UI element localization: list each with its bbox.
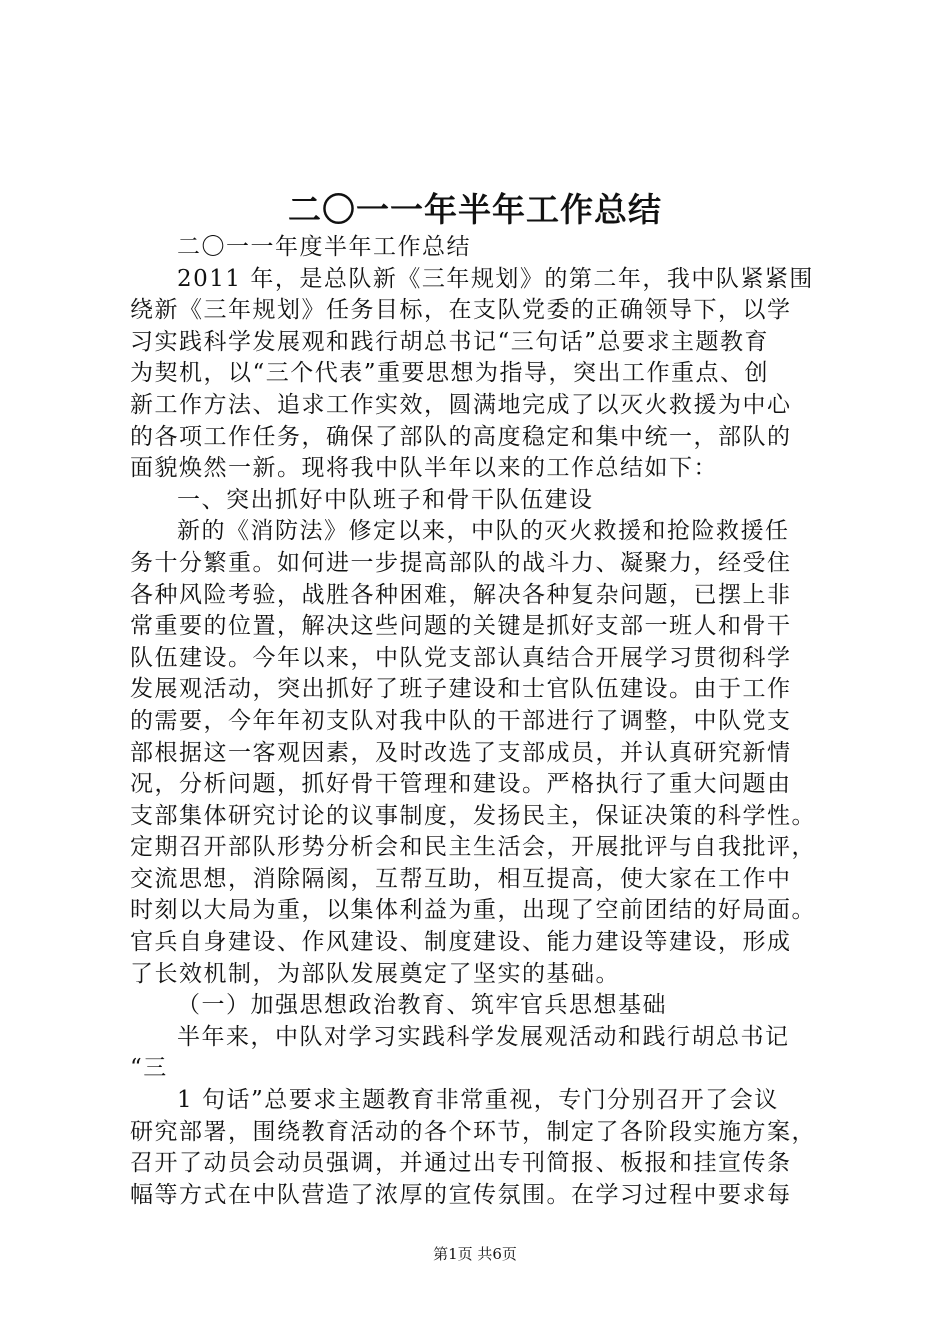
text-line: 研究部署，围绕教育活动的各个环节，制定了各阶段实施方案， <box>130 1118 816 1145</box>
text-line: 务十分繁重。如何进一步提高部队的战斗力、凝聚力，经受住 <box>130 549 792 576</box>
document-title: 二〇一一年半年工作总结 <box>288 190 662 229</box>
text-line: 半年来，中队对学习实践科学发展观活动和践行胡总书记 <box>177 1023 790 1050</box>
text-line: 交流思想，消除隔阂，互帮互助，相互提高，使大家在工作中 <box>130 865 792 892</box>
document-body <box>130 232 850 1211</box>
text-line: 习实践科学发展观和践行胡总书记“三句话”总要求主题教育 <box>130 328 770 355</box>
text-line: 的需要，今年年初支队对我中队的干部进行了调整，中队党支 <box>130 707 792 734</box>
text-line: 一、突出抓好中队班子和骨干队伍建设 <box>177 486 594 513</box>
text-line: 面貌焕然一新。现将我中队半年以来的工作总结如下： <box>130 455 718 482</box>
text-line: 常重要的位置，解决这些问题的关键是抓好支部一班人和骨干 <box>130 613 792 640</box>
text-line: 发展观活动，突出抓好了班子建设和士官队伍建设。由于工作 <box>130 676 792 703</box>
text-line: 时刻以大局为重，以集体利益为重，出现了空前团结的好局面。 <box>130 897 816 924</box>
text-line: 队伍建设。今年以来，中队党支部认真结合开展学习贯彻科学 <box>130 644 792 671</box>
text-line: （一）加强思想政治教育、筑牢官兵思想基础 <box>177 992 667 1019</box>
text-line: 1 句话”总要求主题教育非常重视，专门分别召开了会议 <box>177 1087 779 1114</box>
text-line: 况，分析问题，抓好骨干管理和建设。严格执行了重大问题由 <box>130 771 792 798</box>
text-line: 部根据这一客观因素，及时改选了支部成员，并认真研究新情 <box>130 739 792 766</box>
text-line: 幅等方式在中队营造了浓厚的宣传氛围。在学习过程中要求每 <box>130 1181 792 1208</box>
text-line: 新工作方法、追求工作实效，圆满地完成了以灭火救援为中心 <box>130 391 792 418</box>
text-line: 二〇一一年度半年工作总结 <box>177 234 471 260</box>
text-line: 的各项工作任务，确保了部队的高度稳定和集中统一，部队的 <box>130 423 792 450</box>
text-line: 召开了动员会动员强调，并通过出专刊简报、板报和挂宣传条 <box>130 1150 792 1177</box>
text-line: 定期召开部队形势分析会和民主生活会，开展批评与自我批评， <box>130 834 816 861</box>
text-line: 绕新《三年规划》任务目标，在支队党委的正确领导下，以学 <box>130 297 792 324</box>
text-line: 新的《消防法》修定以来，中队的灭火救援和抢险救援任 <box>177 518 790 545</box>
text-line: 为契机，以“三个代表”重要思想为指导，突出工作重点、创 <box>130 360 770 387</box>
page-footer: 第1页 共6页 <box>433 1245 517 1263</box>
text-line: 各种风险考验，战胜各种困难，解决各种复杂问题，已摆上非 <box>130 581 792 608</box>
text-line: 官兵自身建设、作风建设、制度建设、能力建设等建设，形成 <box>130 929 792 956</box>
text-line: 了长效机制，为部队发展奠定了坚实的基础。 <box>130 960 620 987</box>
text-line: “三 <box>130 1055 168 1082</box>
text-line: 2011 年，是总队新《三年规划》的第二年，我中队紧紧围 <box>177 265 814 292</box>
text-line: 支部集体研究讨论的议事制度，发扬民主，保证决策的科学性。 <box>130 802 816 829</box>
